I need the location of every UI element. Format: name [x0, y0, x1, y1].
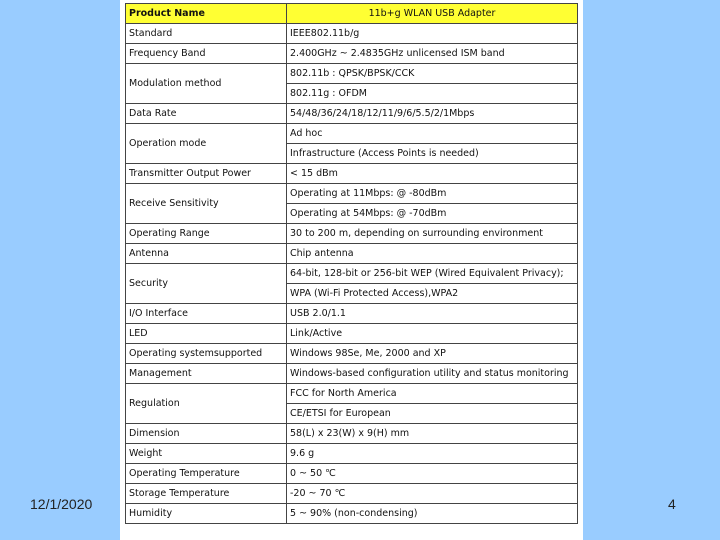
spec-value: Ad hoc: [287, 124, 578, 144]
spec-value: 5 ~ 90% (non-condensing): [287, 504, 578, 524]
spec-label: Storage Temperature: [126, 484, 287, 504]
product-name-value: 11b+g WLAN USB Adapter: [287, 4, 578, 24]
table-row: [126, 64, 578, 84]
spec-label: Data Rate: [126, 104, 287, 124]
table-row: [126, 304, 578, 324]
spec-value: WPA (Wi-Fi Protected Access),WPA2: [287, 284, 578, 304]
spec-label: Operating systemsupported: [126, 344, 287, 364]
spec-value: 9.6 g: [287, 444, 578, 464]
footer-date: 12/1/2020: [30, 496, 93, 512]
spec-value: Link/Active: [287, 324, 578, 344]
table-row: [126, 364, 578, 384]
spec-value: Operating at 11Mbps: @ -80dBm: [287, 184, 578, 204]
spec-value: 802.11b : QPSK/BPSK/CCK: [287, 64, 578, 84]
product-name-label: Product Name: [126, 4, 287, 24]
table-row: [126, 244, 578, 264]
table-row: [126, 464, 578, 484]
spec-value: Windows 98Se, Me, 2000 and XP: [287, 344, 578, 364]
spec-value: 0 ~ 50 ℃: [287, 464, 578, 484]
spec-value: 30 to 200 m, depending on surrounding environment: [287, 224, 578, 244]
table-row: [126, 484, 578, 504]
table-row: [126, 264, 578, 284]
spec-label: Humidity: [126, 504, 287, 524]
spec-label: Antenna: [126, 244, 287, 264]
spec-value: Chip antenna: [287, 244, 578, 264]
spec-value: 58(L) x 23(W) x 9(H) mm: [287, 424, 578, 444]
spec-value: CE/ETSI for European: [287, 404, 578, 424]
spec-value: 54/48/36/24/18/12/11/9/6/5.5/2/1Mbps: [287, 104, 578, 124]
spec-label: Regulation: [126, 384, 287, 424]
page-number: 4: [668, 496, 676, 512]
spec-value: 2.400GHz ~ 2.4835GHz unlicensed ISM band: [287, 44, 578, 64]
spec-value: Operating at 54Mbps: @ -70dBm: [287, 204, 578, 224]
spec-value: USB 2.0/1.1: [287, 304, 578, 324]
spec-label: I/O Interface: [126, 304, 287, 324]
spec-label: LED: [126, 324, 287, 344]
table-row: [126, 124, 578, 144]
table-row: [126, 444, 578, 464]
spec-sheet-page: [120, 0, 583, 540]
table-row: [126, 224, 578, 244]
spec-label: Security: [126, 264, 287, 304]
spec-value: Windows-based configuration utility and status monitoring: [287, 364, 578, 384]
table-row: [126, 424, 578, 444]
table-row: [126, 104, 578, 124]
spec-label: Standard: [126, 24, 287, 44]
spec-label: Weight: [126, 444, 287, 464]
table-row: [126, 44, 578, 64]
table-row: [126, 184, 578, 204]
spec-value: 64-bit, 128-bit or 256-bit WEP (Wired Equivalent Privacy);: [287, 264, 578, 284]
table-row: [126, 344, 578, 364]
table-row: [126, 164, 578, 184]
spec-value: < 15 dBm: [287, 164, 578, 184]
spec-label: Management: [126, 364, 287, 384]
spec-label: Operation mode: [126, 124, 287, 164]
table-row: [126, 324, 578, 344]
table-row: [126, 24, 578, 44]
spec-label: Dimension: [126, 424, 287, 444]
table-row: [126, 384, 578, 404]
spec-label: Frequency Band: [126, 44, 287, 64]
spec-label: Operating Range: [126, 224, 287, 244]
table-header-row: [126, 4, 578, 24]
spec-label: Transmitter Output Power: [126, 164, 287, 184]
table-row: [126, 504, 578, 524]
spec-label: Receive Sensitivity: [126, 184, 287, 224]
spec-table: [125, 3, 578, 524]
spec-value: FCC for North America: [287, 384, 578, 404]
spec-value: -20 ~ 70 ℃: [287, 484, 578, 504]
spec-value: IEEE802.11b/g: [287, 24, 578, 44]
spec-value: 802.11g : OFDM: [287, 84, 578, 104]
spec-value: Infrastructure (Access Points is needed): [287, 144, 578, 164]
spec-label: Modulation method: [126, 64, 287, 104]
spec-label: Operating Temperature: [126, 464, 287, 484]
